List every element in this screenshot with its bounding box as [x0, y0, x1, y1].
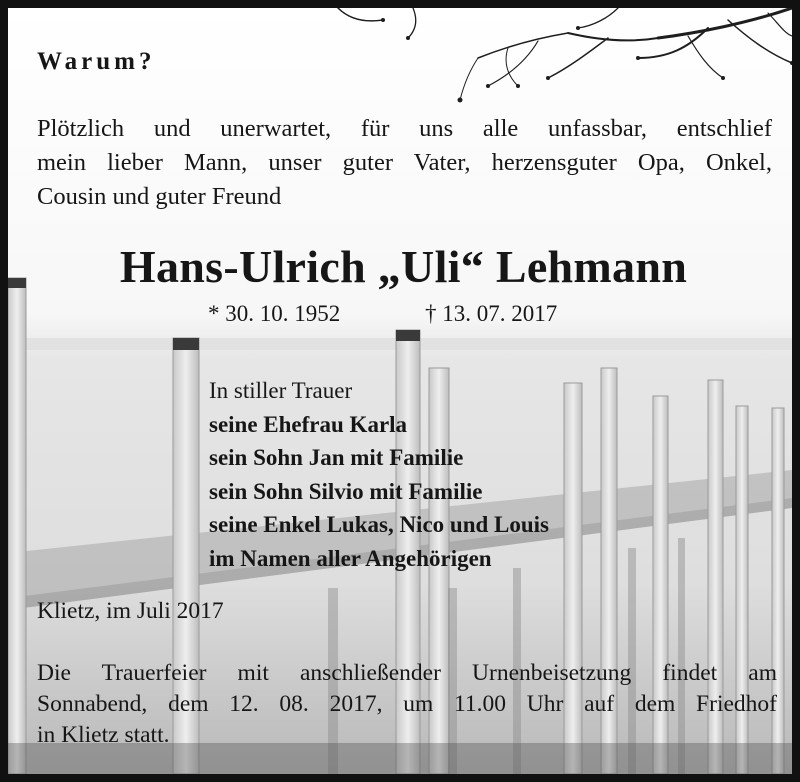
- intro-line: Plötzlich und unerwartet, für uns alle unfassbar, entschlief: [37, 115, 772, 142]
- deceased-name: Hans-Ulrich „Uli“ Lehmann: [119, 241, 688, 292]
- mourning-intro: In stiller Trauer: [209, 378, 353, 403]
- mourner-line: sein Sohn Jan mit Familie: [209, 445, 464, 470]
- mourners-block: [209, 374, 549, 575]
- mourner-line: im Namen aller Angehörigen: [209, 545, 492, 571]
- heading-warum: Warum?: [37, 48, 156, 75]
- funeral-info: [37, 658, 777, 751]
- place-and-date: Klietz, im Juli 2017: [37, 598, 224, 624]
- mourner-line: seine Ehefrau Karla: [209, 411, 408, 437]
- mourner-line: sein Sohn Silvio mit Familie: [209, 478, 483, 504]
- death-date: † 13. 07. 2017: [425, 301, 558, 326]
- intro-text: [37, 112, 772, 214]
- funeral-line: in Klietz statt.: [37, 722, 170, 748]
- birth-date: * 30. 10. 1952: [208, 301, 341, 326]
- intro-line: Cousin und guter Freund: [37, 183, 282, 210]
- funeral-line: Die Trauerfeier mit anschließender Urnenbeisetzung findet am: [37, 660, 777, 686]
- funeral-line: Sonnabend, dem 12. 08. 2017, um 11.00 Uhr auf dem Friedhof: [37, 691, 777, 717]
- intro-line: mein lieber Mann, unser guter Vater, herzensguter Opa, Onkel,: [37, 149, 772, 176]
- mourner-line: seine Enkel Lukas, Nico und Louis: [209, 512, 550, 537]
